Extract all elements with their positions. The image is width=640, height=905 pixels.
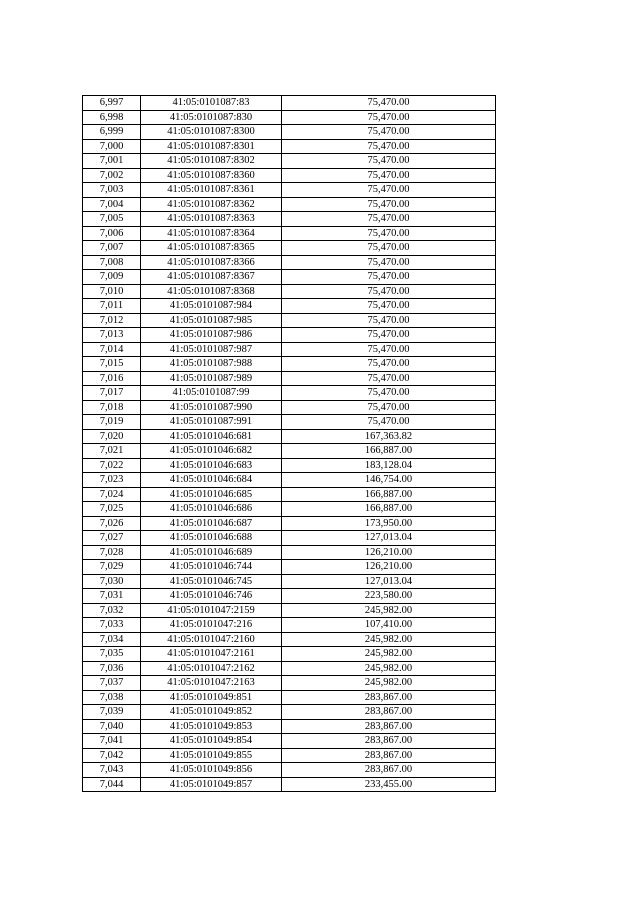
table-row bbox=[83, 618, 496, 633]
table-row bbox=[83, 386, 496, 401]
cadastral-number-cell: 41:05:0101047:2160 bbox=[141, 632, 282, 647]
row-number-cell: 7,031 bbox=[83, 589, 141, 604]
table-row bbox=[83, 139, 496, 154]
cadastral-number-cell: 41:05:0101087:8363 bbox=[141, 212, 282, 227]
table-row bbox=[83, 226, 496, 241]
value-cell: 75,470.00 bbox=[282, 400, 496, 415]
row-number-cell: 7,008 bbox=[83, 255, 141, 270]
cadastral-number-cell: 41:05:0101046:744 bbox=[141, 560, 282, 575]
value-cell: 75,470.00 bbox=[282, 226, 496, 241]
cadastral-number-cell: 41:05:0101046:685 bbox=[141, 487, 282, 502]
row-number-cell: 6,998 bbox=[83, 110, 141, 125]
row-number-cell: 7,016 bbox=[83, 371, 141, 386]
cadastral-number-cell: 41:05:0101049:856 bbox=[141, 763, 282, 778]
cadastral-number-cell: 41:05:0101046:687 bbox=[141, 516, 282, 531]
cadastral-number-cell: 41:05:0101046:686 bbox=[141, 502, 282, 517]
row-number-cell: 7,001 bbox=[83, 154, 141, 169]
table-row bbox=[83, 487, 496, 502]
cadastral-number-cell: 41:05:0101087:987 bbox=[141, 342, 282, 357]
table-row bbox=[83, 690, 496, 705]
value-cell: 107,410.00 bbox=[282, 618, 496, 633]
cadastral-number-cell: 41:05:0101049:853 bbox=[141, 719, 282, 734]
value-cell: 75,470.00 bbox=[282, 342, 496, 357]
value-cell: 283,867.00 bbox=[282, 719, 496, 734]
value-cell: 126,210.00 bbox=[282, 545, 496, 560]
cadastral-number-cell: 41:05:0101087:830 bbox=[141, 110, 282, 125]
table-row bbox=[83, 284, 496, 299]
table-row bbox=[83, 299, 496, 314]
row-number-cell: 7,042 bbox=[83, 748, 141, 763]
row-number-cell: 7,043 bbox=[83, 763, 141, 778]
value-cell: 75,470.00 bbox=[282, 270, 496, 285]
row-number-cell: 7,028 bbox=[83, 545, 141, 560]
table-row bbox=[83, 313, 496, 328]
row-number-cell: 7,010 bbox=[83, 284, 141, 299]
row-number-cell: 7,004 bbox=[83, 197, 141, 212]
table-row bbox=[83, 154, 496, 169]
table-row bbox=[83, 589, 496, 604]
row-number-cell: 7,025 bbox=[83, 502, 141, 517]
table-row bbox=[83, 516, 496, 531]
row-number-cell: 7,033 bbox=[83, 618, 141, 633]
value-cell: 75,470.00 bbox=[282, 139, 496, 154]
cadastral-number-cell: 41:05:0101047:216 bbox=[141, 618, 282, 633]
table-row bbox=[83, 183, 496, 198]
cadastral-number-cell: 41:05:0101087:99 bbox=[141, 386, 282, 401]
table-body bbox=[83, 96, 496, 792]
row-number-cell: 6,997 bbox=[83, 96, 141, 111]
value-cell: 75,470.00 bbox=[282, 284, 496, 299]
value-cell: 183,128.04 bbox=[282, 458, 496, 473]
cadastral-number-cell: 41:05:0101087:8365 bbox=[141, 241, 282, 256]
table-row bbox=[83, 531, 496, 546]
row-number-cell: 7,027 bbox=[83, 531, 141, 546]
table-row bbox=[83, 734, 496, 749]
table-row bbox=[83, 705, 496, 720]
table-row bbox=[83, 371, 496, 386]
row-number-cell: 7,035 bbox=[83, 647, 141, 662]
row-number-cell: 7,006 bbox=[83, 226, 141, 241]
value-cell: 75,470.00 bbox=[282, 212, 496, 227]
row-number-cell: 7,003 bbox=[83, 183, 141, 198]
value-cell: 146,754.00 bbox=[282, 473, 496, 488]
value-cell: 233,455.00 bbox=[282, 777, 496, 792]
cadastral-number-cell: 41:05:0101087:8360 bbox=[141, 168, 282, 183]
cadastral-number-cell: 41:05:0101047:2162 bbox=[141, 661, 282, 676]
value-cell: 283,867.00 bbox=[282, 690, 496, 705]
row-number-cell: 7,000 bbox=[83, 139, 141, 154]
value-cell: 75,470.00 bbox=[282, 168, 496, 183]
cadastral-number-cell: 41:05:0101046:689 bbox=[141, 545, 282, 560]
value-cell: 245,982.00 bbox=[282, 632, 496, 647]
cadastral-number-cell: 41:05:0101087:990 bbox=[141, 400, 282, 415]
row-number-cell: 7,012 bbox=[83, 313, 141, 328]
row-number-cell: 7,044 bbox=[83, 777, 141, 792]
row-number-cell: 7,041 bbox=[83, 734, 141, 749]
value-cell: 283,867.00 bbox=[282, 748, 496, 763]
value-cell: 127,013.04 bbox=[282, 574, 496, 589]
row-number-cell: 7,032 bbox=[83, 603, 141, 618]
table-row bbox=[83, 502, 496, 517]
value-cell: 245,982.00 bbox=[282, 603, 496, 618]
row-number-cell: 7,038 bbox=[83, 690, 141, 705]
table-row bbox=[83, 357, 496, 372]
row-number-cell: 7,002 bbox=[83, 168, 141, 183]
cadastral-number-cell: 41:05:0101046:746 bbox=[141, 589, 282, 604]
cadastral-number-cell: 41:05:0101087:8361 bbox=[141, 183, 282, 198]
cadastral-number-cell: 41:05:0101087:8366 bbox=[141, 255, 282, 270]
cadastral-number-cell: 41:05:0101087:8362 bbox=[141, 197, 282, 212]
table-row bbox=[83, 777, 496, 792]
cadastral-number-cell: 41:05:0101087:8302 bbox=[141, 154, 282, 169]
cadastral-number-cell: 41:05:0101049:857 bbox=[141, 777, 282, 792]
table-row bbox=[83, 748, 496, 763]
table-row bbox=[83, 429, 496, 444]
row-number-cell: 7,039 bbox=[83, 705, 141, 720]
row-number-cell: 7,034 bbox=[83, 632, 141, 647]
cadastral-number-cell: 41:05:0101046:682 bbox=[141, 444, 282, 459]
table-row bbox=[83, 168, 496, 183]
table-row bbox=[83, 444, 496, 459]
cadastral-number-cell: 41:05:0101087:8300 bbox=[141, 125, 282, 140]
value-cell: 75,470.00 bbox=[282, 96, 496, 111]
table-row bbox=[83, 661, 496, 676]
cadastral-number-cell: 41:05:0101047:2161 bbox=[141, 647, 282, 662]
table-row bbox=[83, 212, 496, 227]
data-table bbox=[82, 95, 496, 792]
row-number-cell: 7,036 bbox=[83, 661, 141, 676]
cadastral-number-cell: 41:05:0101049:855 bbox=[141, 748, 282, 763]
value-cell: 126,210.00 bbox=[282, 560, 496, 575]
value-cell: 245,982.00 bbox=[282, 661, 496, 676]
row-number-cell: 7,023 bbox=[83, 473, 141, 488]
value-cell: 75,470.00 bbox=[282, 371, 496, 386]
row-number-cell: 7,037 bbox=[83, 676, 141, 691]
value-cell: 223,580.00 bbox=[282, 589, 496, 604]
cadastral-number-cell: 41:05:0101047:2163 bbox=[141, 676, 282, 691]
cadastral-number-cell: 41:05:0101087:8301 bbox=[141, 139, 282, 154]
cadastral-number-cell: 41:05:0101046:688 bbox=[141, 531, 282, 546]
row-number-cell: 7,020 bbox=[83, 429, 141, 444]
row-number-cell: 7,024 bbox=[83, 487, 141, 502]
table-row bbox=[83, 574, 496, 589]
value-cell: 75,470.00 bbox=[282, 328, 496, 343]
value-cell: 75,470.00 bbox=[282, 415, 496, 430]
cadastral-number-cell: 41:05:0101087:984 bbox=[141, 299, 282, 314]
value-cell: 75,470.00 bbox=[282, 154, 496, 169]
table-row bbox=[83, 545, 496, 560]
row-number-cell: 6,999 bbox=[83, 125, 141, 140]
row-number-cell: 7,015 bbox=[83, 357, 141, 372]
value-cell: 75,470.00 bbox=[282, 125, 496, 140]
cadastral-number-cell: 41:05:0101046:745 bbox=[141, 574, 282, 589]
value-cell: 127,013.04 bbox=[282, 531, 496, 546]
row-number-cell: 7,013 bbox=[83, 328, 141, 343]
value-cell: 173,950.00 bbox=[282, 516, 496, 531]
table-row bbox=[83, 255, 496, 270]
value-cell: 75,470.00 bbox=[282, 299, 496, 314]
table-row bbox=[83, 560, 496, 575]
table-row bbox=[83, 96, 496, 111]
row-number-cell: 7,011 bbox=[83, 299, 141, 314]
row-number-cell: 7,007 bbox=[83, 241, 141, 256]
row-number-cell: 7,026 bbox=[83, 516, 141, 531]
row-number-cell: 7,005 bbox=[83, 212, 141, 227]
cadastral-number-cell: 41:05:0101087:991 bbox=[141, 415, 282, 430]
cadastral-number-cell: 41:05:0101049:852 bbox=[141, 705, 282, 720]
table-row bbox=[83, 241, 496, 256]
table-row bbox=[83, 632, 496, 647]
table-row bbox=[83, 603, 496, 618]
table-row bbox=[83, 473, 496, 488]
row-number-cell: 7,019 bbox=[83, 415, 141, 430]
table-row bbox=[83, 647, 496, 662]
cadastral-number-cell: 41:05:0101046:681 bbox=[141, 429, 282, 444]
table-row bbox=[83, 676, 496, 691]
value-cell: 75,470.00 bbox=[282, 241, 496, 256]
value-cell: 283,867.00 bbox=[282, 705, 496, 720]
cadastral-number-cell: 41:05:0101087:8368 bbox=[141, 284, 282, 299]
table-row bbox=[83, 110, 496, 125]
value-cell: 75,470.00 bbox=[282, 313, 496, 328]
cadastral-number-cell: 41:05:0101087:988 bbox=[141, 357, 282, 372]
row-number-cell: 7,030 bbox=[83, 574, 141, 589]
value-cell: 75,470.00 bbox=[282, 255, 496, 270]
value-cell: 245,982.00 bbox=[282, 676, 496, 691]
value-cell: 283,867.00 bbox=[282, 734, 496, 749]
cadastral-number-cell: 41:05:0101087:8364 bbox=[141, 226, 282, 241]
table-row bbox=[83, 197, 496, 212]
cadastral-number-cell: 41:05:0101087:83 bbox=[141, 96, 282, 111]
table-row bbox=[83, 415, 496, 430]
cadastral-number-cell: 41:05:0101046:683 bbox=[141, 458, 282, 473]
row-number-cell: 7,017 bbox=[83, 386, 141, 401]
row-number-cell: 7,029 bbox=[83, 560, 141, 575]
value-cell: 245,982.00 bbox=[282, 647, 496, 662]
value-cell: 166,887.00 bbox=[282, 487, 496, 502]
table-row bbox=[83, 458, 496, 473]
table-row bbox=[83, 719, 496, 734]
table-row bbox=[83, 328, 496, 343]
row-number-cell: 7,040 bbox=[83, 719, 141, 734]
cadastral-number-cell: 41:05:0101087:989 bbox=[141, 371, 282, 386]
cadastral-number-cell: 41:05:0101087:985 bbox=[141, 313, 282, 328]
cadastral-number-cell: 41:05:0101047:2159 bbox=[141, 603, 282, 618]
cadastral-number-cell: 41:05:0101049:854 bbox=[141, 734, 282, 749]
row-number-cell: 7,014 bbox=[83, 342, 141, 357]
value-cell: 75,470.00 bbox=[282, 357, 496, 372]
table-row bbox=[83, 125, 496, 140]
value-cell: 167,363.82 bbox=[282, 429, 496, 444]
table-row bbox=[83, 342, 496, 357]
value-cell: 166,887.00 bbox=[282, 502, 496, 517]
row-number-cell: 7,009 bbox=[83, 270, 141, 285]
cadastral-number-cell: 41:05:0101046:684 bbox=[141, 473, 282, 488]
table-row bbox=[83, 400, 496, 415]
value-cell: 283,867.00 bbox=[282, 763, 496, 778]
cadastral-number-cell: 41:05:0101049:851 bbox=[141, 690, 282, 705]
document-table-container bbox=[82, 95, 495, 792]
table-row bbox=[83, 270, 496, 285]
cadastral-number-cell: 41:05:0101087:986 bbox=[141, 328, 282, 343]
row-number-cell: 7,018 bbox=[83, 400, 141, 415]
table-row bbox=[83, 763, 496, 778]
value-cell: 75,470.00 bbox=[282, 197, 496, 212]
value-cell: 75,470.00 bbox=[282, 110, 496, 125]
cadastral-number-cell: 41:05:0101087:8367 bbox=[141, 270, 282, 285]
row-number-cell: 7,022 bbox=[83, 458, 141, 473]
value-cell: 75,470.00 bbox=[282, 183, 496, 198]
row-number-cell: 7,021 bbox=[83, 444, 141, 459]
value-cell: 166,887.00 bbox=[282, 444, 496, 459]
value-cell: 75,470.00 bbox=[282, 386, 496, 401]
